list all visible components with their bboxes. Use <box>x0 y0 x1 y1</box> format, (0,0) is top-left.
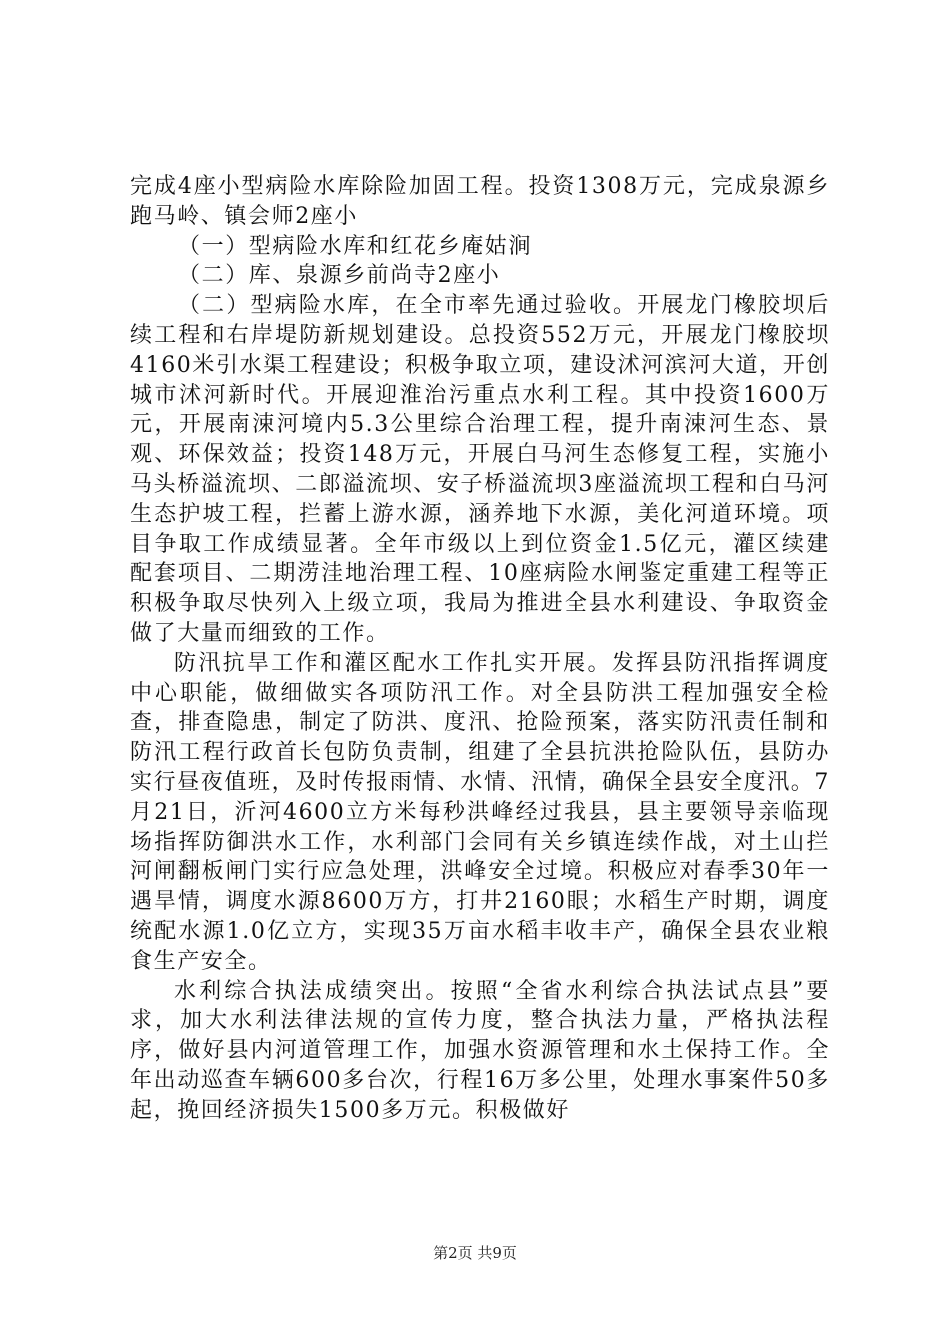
page-footer: 第2页 共9页 <box>433 1244 517 1262</box>
paragraph-item-1: （一）型病险水库和红花乡庵姑涧 <box>178 233 533 259</box>
paragraph-flood-control: 防汛抗旱工作和灌区配水工作扎实开展。发挥县防汛指挥调度中心职能，做细做实各项防汛工作。对全县防洪工程加强安全检查，排查隐患，制定了防洪、度汛、抢险预案，落实防汛责任制和防汛工程行政首长包防负责制，组建了全县抗洪抢险队伍，县防办实行昼夜值班，及时传报雨情、水情、汛情，确保全县安全度汛。7月21日，沂河4600立方米每秒洪峰经过我县，县主要领导亲临现场指挥防御洪水工作，水利部门会同有关乡镇连续作战，对土山拦河闸翻板闸门实行应急处理，洪峰安全过境。积极应对春季30年一遇旱情，调度水源8600万方，打井2160眼；水稻生产时期，调度统配水源1.0亿立方，实现35万亩水稻丰收丰产，确保全县农业粮食生产安全。 <box>130 650 830 974</box>
paragraph-continuation: 完成4座小型病险水库除险加固工程。投资1308万元，完成泉源乡跑马岭、镇会师2座小 <box>130 174 830 229</box>
paragraph-law-enforcement: 水利综合执法成绩突出。按照“全省水利综合执法试点县”要求，加大水利法律法规的宣传力度，整合执法力量，严格执法程序，做好县内河道管理工作，加强水资源管理和水土保持工作。全年出动巡查车辆600多台次，行程16万多公里，处理水事案件50多起，挽回经济损失1500多万元。积极做好 <box>130 978 830 1123</box>
paragraph-item-2: （二）库、泉源乡前尚寺2座小 <box>178 263 501 289</box>
document-body <box>130 172 830 1126</box>
paragraph-projects: （二）型病险水库，在全市率先通过验收。开展龙门橡胶坝后续工程和右岸堤防新规划建设。总投资552万元，开展龙门橡胶坝4160米引水渠工程建设；积极争取立项，建设沭河滨河大道，开创城市沭河新时代。开展迎淮治污重点水利工程。其中投资1600万元，开展南涑河境内5.3公里综合治理工程，提升南涑河生态、景观、环保效益；投资148万元，开展白马河生态修复工程，实施小马头桥溢流坝、二郎溢流坝、安子桥溢流坝3座溢流坝工程和白马河生态护坡工程，拦蓄上游水源，涵养地下水源，美化河道环境。项目争取工作成绩显著。全年市级以上到位资金1.5亿元，灌区续建配套项目、二期涝洼地治理工程、10座病险水闸鉴定重建工程等正积极争取尽快列入上级立项，我局为推进全县水利建设、争取资金做了大量而细致的工作。 <box>130 293 830 646</box>
